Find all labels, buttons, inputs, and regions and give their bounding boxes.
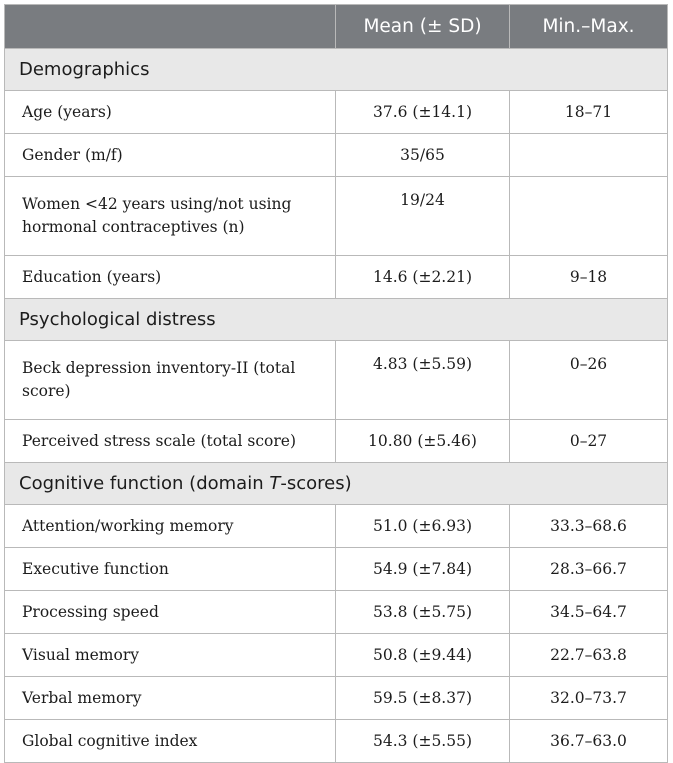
section-cognitive-function [5,463,668,505]
row-range: 9–18 [510,256,668,299]
table-row [5,91,668,134]
table-row [5,548,668,591]
row-mean: 54.9 (±7.84) [336,548,510,591]
row-mean: 10.80 (±5.46) [336,420,510,463]
row-mean: 19/24 [336,177,510,256]
table-row [5,634,668,677]
section-title-suffix: -scores) [280,473,352,494]
row-label: Visual memory [5,634,336,677]
row-mean: 50.8 (±9.44) [336,634,510,677]
section-title-prefix: Cognitive function (domain [19,473,270,494]
row-label: Verbal memory [5,677,336,720]
row-label: Attention/working memory [5,505,336,548]
table-row [5,134,668,177]
row-mean: 35/65 [336,134,510,177]
section-title: Demographics [5,49,668,91]
descriptive-statistics-table [4,4,668,763]
table-row [5,591,668,634]
table-header-row [5,5,668,49]
section-title [5,463,668,505]
row-label: Executive function [5,548,336,591]
header-min-max: Min.–Max. [510,5,668,49]
section-psychological-distress [5,299,668,341]
row-label: Women <42 years using/not using hormonal contraceptives (n) [5,177,336,256]
row-label: Education (years) [5,256,336,299]
row-label: Processing speed [5,591,336,634]
row-range: 36.7–63.0 [510,720,668,763]
row-mean: 14.6 (±2.21) [336,256,510,299]
table-row [5,677,668,720]
table-row [5,420,668,463]
row-range: 0–27 [510,420,668,463]
row-range: 0–26 [510,341,668,420]
section-title-italic-t: T [269,473,281,494]
row-range [510,177,668,256]
row-mean: 51.0 (±6.93) [336,505,510,548]
row-range: 34.5–64.7 [510,591,668,634]
row-label: Age (years) [5,91,336,134]
row-mean: 54.3 (±5.55) [336,720,510,763]
row-mean: 53.8 (±5.75) [336,591,510,634]
table-row [5,256,668,299]
row-range: 32.0–73.7 [510,677,668,720]
header-mean-sd: Mean (± SD) [336,5,510,49]
table-row [5,341,668,420]
section-title: Psychological distress [5,299,668,341]
row-range [510,134,668,177]
section-demographics [5,49,668,91]
table-row [5,177,668,256]
row-label: Global cognitive index [5,720,336,763]
row-mean: 4.83 (±5.59) [336,341,510,420]
row-range: 18–71 [510,91,668,134]
row-label: Gender (m/f) [5,134,336,177]
row-label: Perceived stress scale (total score) [5,420,336,463]
table-row [5,505,668,548]
header-label-column [5,5,336,49]
row-label: Beck depression inventory-II (total score) [5,341,336,420]
row-mean: 59.5 (±8.37) [336,677,510,720]
row-range: 22.7–63.8 [510,634,668,677]
row-range: 28.3–66.7 [510,548,668,591]
row-range: 33.3–68.6 [510,505,668,548]
table-row [5,720,668,763]
row-mean: 37.6 (±14.1) [336,91,510,134]
